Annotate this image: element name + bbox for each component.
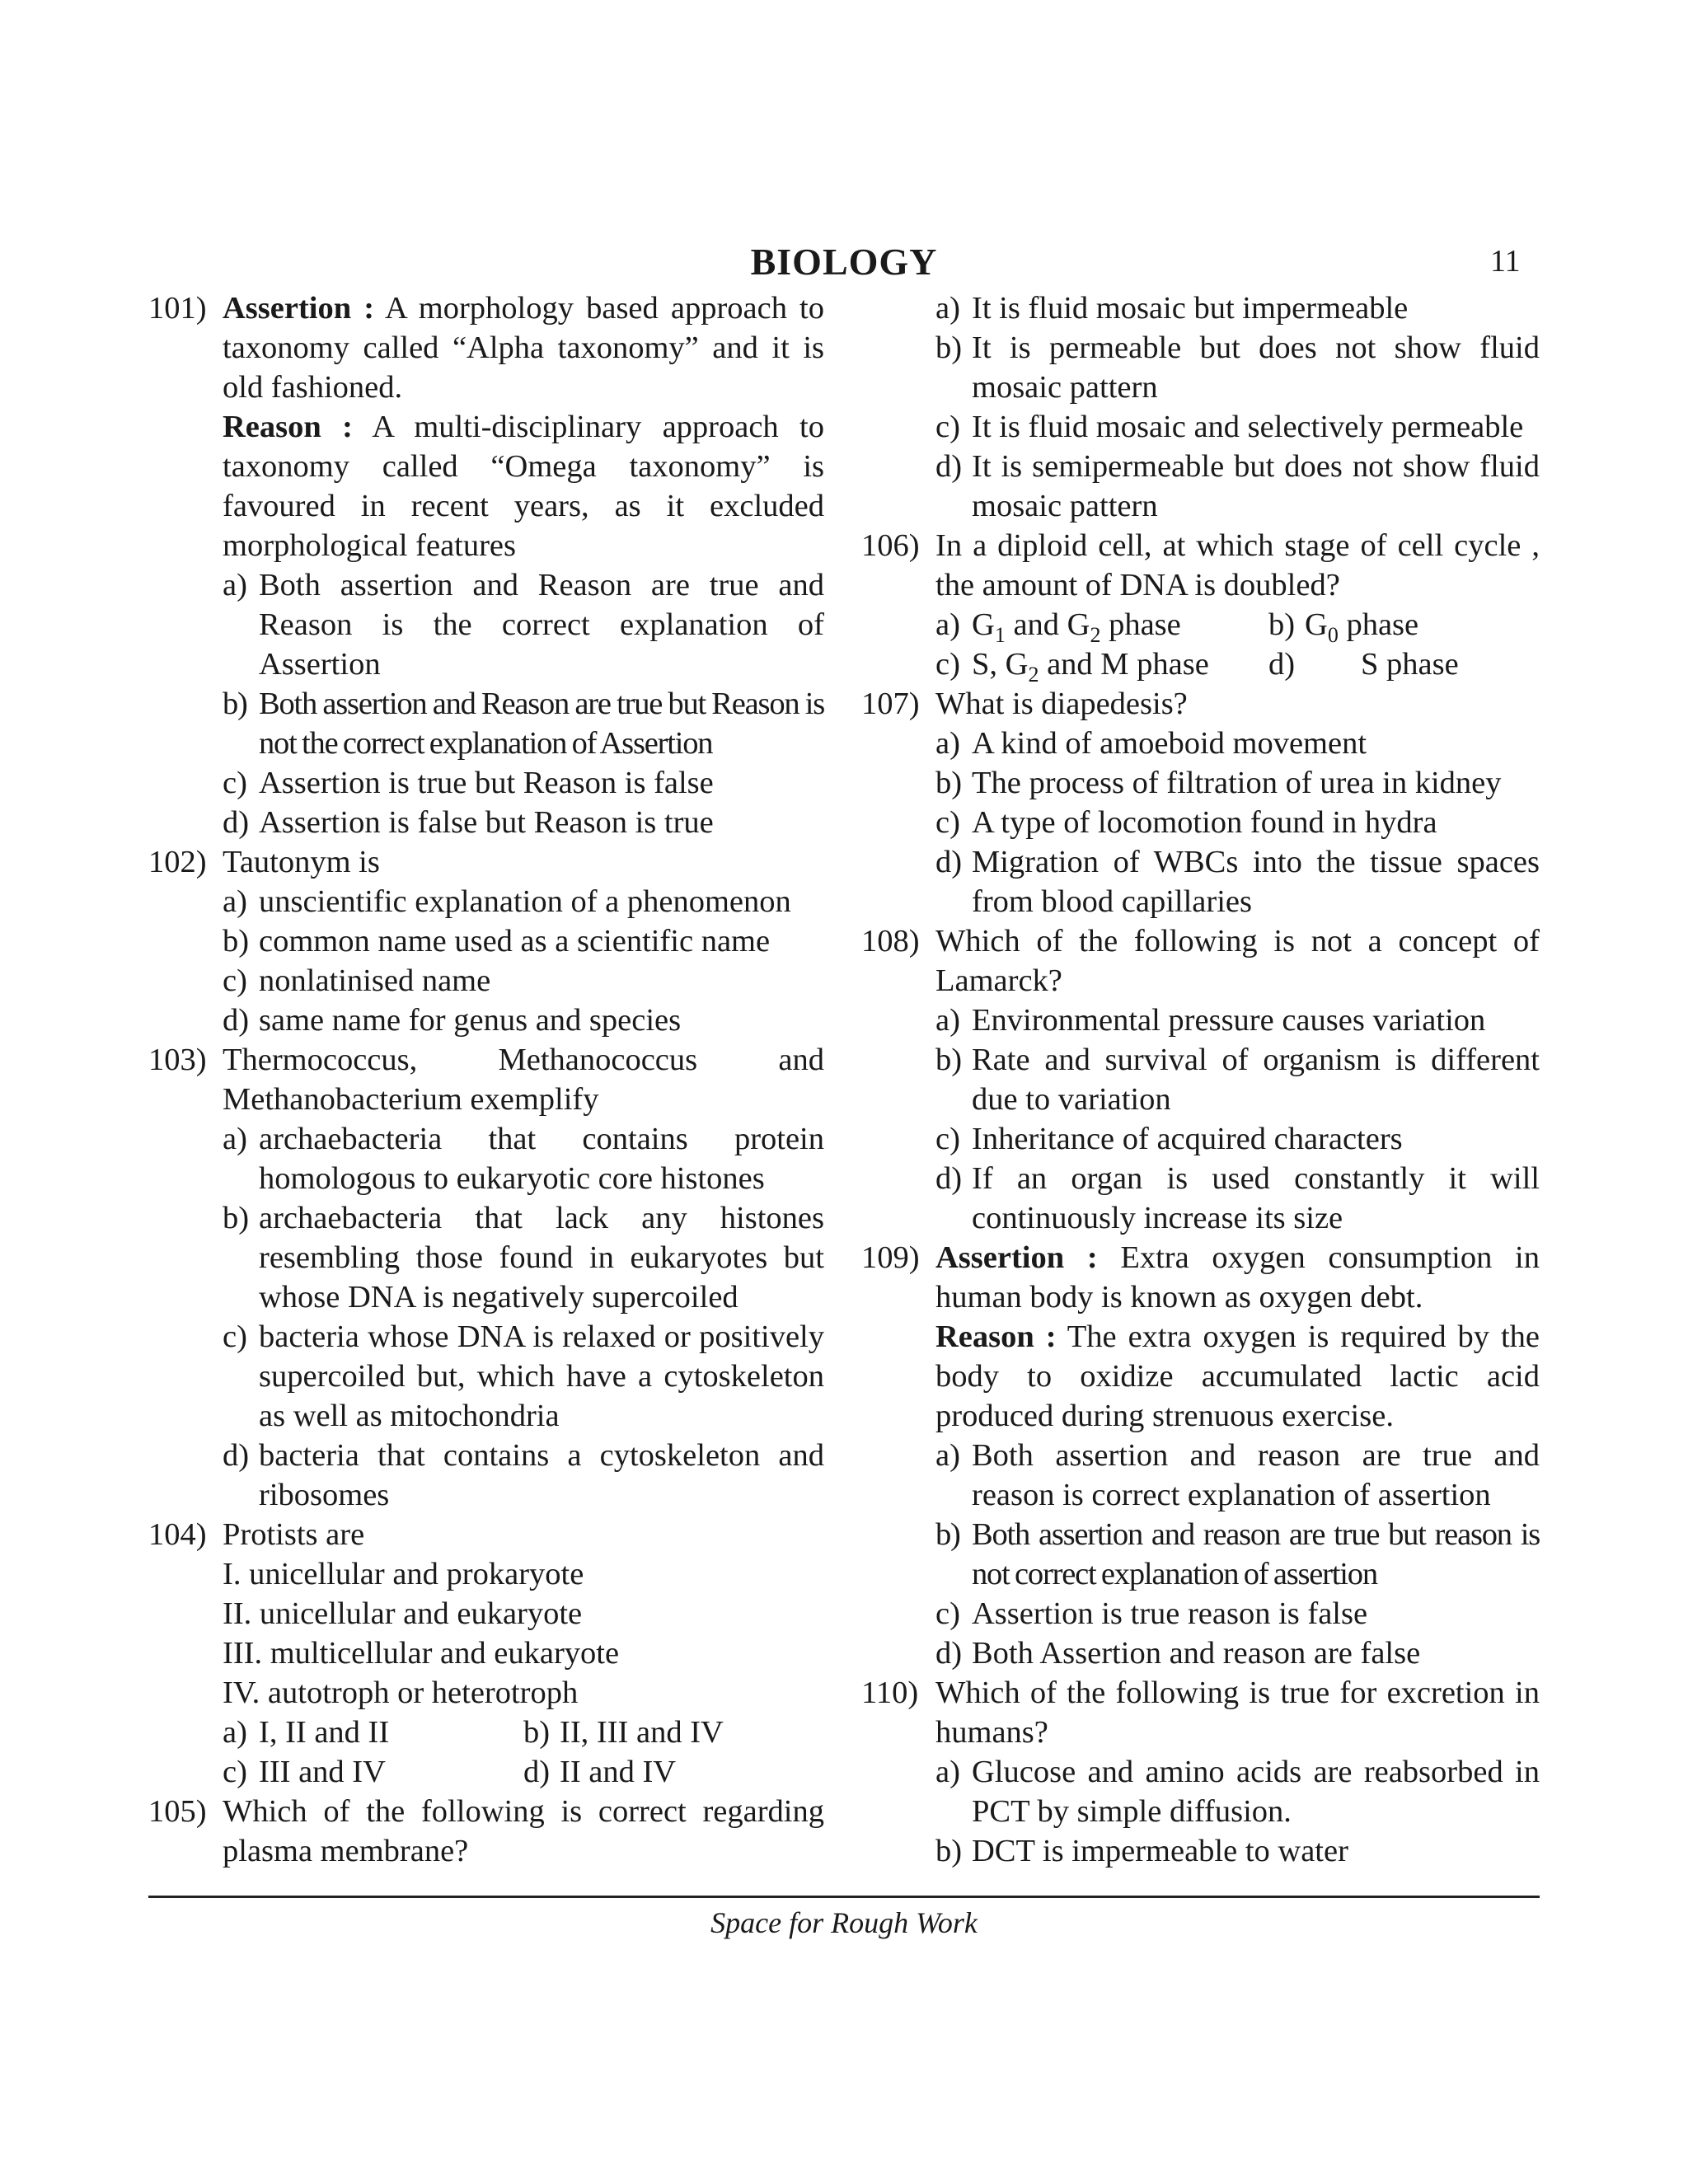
option-text: archaebacteria that lack any histones resembling those found in eukaryotes but whose DNA is negatively supercoiled [259, 1201, 824, 1315]
option-text: Environmental pressure causes variation [972, 1003, 1486, 1038]
option-text: S phase [1361, 647, 1459, 682]
option-d[interactable] [223, 1001, 824, 1040]
option-text: archaebacteria that contains protein homologous to eukaryotic core histones [259, 1122, 824, 1196]
option-a[interactable] [223, 565, 824, 684]
option-text: Both assertion and reason are true but reason is not correct explanation of assertion [972, 1517, 1540, 1591]
option-letter: b) [935, 1834, 963, 1868]
subscript: 2 [1028, 663, 1039, 687]
option-letter: a) [223, 1715, 247, 1750]
option-text: Both Assertion and reason are false [972, 1636, 1421, 1671]
statement-item: II. unicellular and eukaryote [223, 1596, 583, 1631]
question-text: Which of the following is not a concept of Lamarck? [935, 924, 1540, 998]
option-a[interactable] [935, 724, 1540, 763]
option-letter: c) [935, 410, 960, 444]
option-d[interactable] [935, 842, 1540, 921]
option-a[interactable] [223, 1119, 824, 1198]
reason-text: The extra oxygen is required by the body to oxidize accumulated lactic acid produced during strenuous exercise. [935, 1319, 1540, 1433]
option-c[interactable] [223, 1752, 523, 1792]
option-c[interactable] [935, 1119, 1540, 1159]
option-text: same name for genus and species [259, 1003, 682, 1038]
option-text: It is semipermeable but does not show fluid mosaic pattern [972, 449, 1540, 523]
option-text: S, G [972, 647, 1029, 682]
option-letter: d) [223, 805, 250, 840]
option-letter: d) [223, 1003, 250, 1038]
option-c[interactable] [935, 407, 1540, 447]
question-109 [861, 1238, 1540, 1673]
subscript: 2 [1090, 623, 1101, 647]
option-text: Both assertion and Reason are true but Reason is not the correct explanation of Assertion [259, 687, 824, 761]
reason-label: Reason : [935, 1319, 1057, 1354]
option-letter: b) [935, 1517, 960, 1552]
question-number: 102) [148, 845, 207, 879]
option-b[interactable] [935, 1040, 1540, 1119]
option-letter: d) [1268, 647, 1296, 682]
option-d[interactable] [223, 1436, 824, 1515]
question-110 [861, 1673, 1540, 1871]
assertion [935, 1238, 1540, 1317]
question-text: Which of the following is true for excretion in humans? [935, 1675, 1540, 1750]
option-letter: b) [223, 687, 247, 721]
option-d[interactable] [523, 1752, 824, 1792]
assertion-text: Extra oxygen consumption in human body is known as oxygen debt. [935, 1240, 1540, 1315]
option-letter: b) [223, 924, 250, 958]
option-letter: b) [935, 1043, 963, 1077]
options-row [935, 605, 1540, 647]
option-text: unscientific explanation of a phenomenon [259, 884, 791, 919]
reason [935, 1317, 1540, 1436]
option-a[interactable] [223, 1713, 523, 1752]
option-c[interactable] [223, 961, 824, 1001]
option-letter: b) [935, 330, 963, 365]
question-106 [861, 526, 1540, 687]
option-text: A kind of amoeboid movement [972, 726, 1367, 761]
option-letter: b) [223, 1201, 250, 1235]
option-c[interactable] [223, 763, 824, 803]
option-d[interactable] [223, 803, 824, 842]
option-letter: c) [935, 1122, 960, 1156]
option-letter: a) [935, 1755, 960, 1789]
options-row [935, 644, 1540, 687]
right-column [861, 288, 1540, 1871]
left-column [148, 288, 824, 1871]
option-letter: d) [935, 845, 963, 879]
option-text: Assertion is true but Reason is false [259, 766, 714, 800]
assertion-text: A morphology based approach to taxonomy called “Alpha taxonomy” and it is old fashioned. [223, 291, 824, 405]
option-d[interactable] [935, 447, 1540, 526]
rough-work-label: Space for Rough Work [710, 1906, 978, 1939]
option-b[interactable] [523, 1713, 824, 1752]
option-letter: a) [223, 568, 247, 602]
option-text: G [972, 607, 995, 642]
page-number: 11 [1490, 244, 1521, 279]
option-text: bacteria whose DNA is relaxed or positively supercoiled but, which have a cytoskeleton as well as mitochondria [259, 1319, 824, 1433]
reason-label: Reason : [223, 410, 353, 444]
option-d[interactable] [1268, 644, 1459, 684]
option-text: It is permeable but does not show fluid mosaic pattern [972, 330, 1540, 405]
options-row [223, 1713, 824, 1752]
assertion-label: Assertion : [935, 1240, 1098, 1275]
option-text: and M phase [1039, 647, 1209, 682]
subscript: 1 [994, 623, 1006, 647]
option-letter: d) [935, 1161, 963, 1196]
option-letter: c) [223, 963, 247, 998]
option-letter: a) [935, 1438, 960, 1473]
option-letter: a) [935, 726, 960, 761]
assertion-label: Assertion : [223, 291, 375, 326]
option-b[interactable] [935, 1515, 1540, 1594]
question-number: 105) [148, 1794, 207, 1829]
option-text: If an organ is used constantly it will continuously increase its size [972, 1161, 1540, 1235]
option-text: Migration of WBCs into the tissue spaces from blood capillaries [972, 845, 1540, 919]
option-letter: d) [935, 449, 963, 484]
option-a[interactable] [935, 1752, 1540, 1831]
option-b[interactable] [935, 763, 1540, 803]
question-text: Thermococcus, Methanococcus and Methanobacterium exemplify [223, 1043, 824, 1117]
question-text: In a diploid cell, at which stage of cell cycle , the amount of DNA is doubled? [935, 528, 1540, 602]
question-105 [148, 1792, 824, 1871]
option-letter: a) [223, 884, 247, 919]
question-number: 108) [861, 924, 920, 958]
option-text: and G [1005, 607, 1090, 642]
option-a[interactable] [935, 288, 1540, 328]
option-a[interactable] [935, 605, 1268, 647]
option-b[interactable] [223, 1198, 824, 1317]
option-text: phase [1100, 607, 1181, 642]
question-number: 107) [861, 687, 920, 721]
option-text: III and IV [259, 1755, 386, 1789]
option-letter: b) [523, 1715, 551, 1750]
option-d[interactable] [935, 1159, 1540, 1238]
question-text: Which of the following is correct regarding plasma membrane? [223, 1794, 824, 1868]
option-a[interactable] [935, 1436, 1540, 1515]
option-text: The process of filtration of urea in kidney [972, 766, 1502, 800]
option-letter: a) [935, 291, 960, 326]
option-text: common name used as a scientific name [259, 924, 771, 958]
question-number: 110) [861, 1675, 919, 1710]
option-letter: c) [223, 1319, 247, 1354]
option-b[interactable] [223, 684, 824, 763]
option-text: nonlatinised name [259, 963, 491, 998]
subject-title: BIOLOGY [750, 241, 938, 283]
option-letter: c) [935, 805, 960, 840]
question-108 [861, 921, 1540, 1238]
option-c[interactable] [935, 1594, 1540, 1633]
reason [223, 407, 824, 565]
option-text: Glucose and amino acids are reabsorbed in PCT by simple diffusion. [972, 1755, 1540, 1829]
option-letter: d) [223, 1438, 250, 1473]
question-103 [148, 1040, 824, 1515]
option-a[interactable] [935, 1001, 1540, 1040]
option-b[interactable] [935, 328, 1540, 407]
option-letter: d) [523, 1755, 551, 1789]
option-letter: c) [223, 1755, 247, 1789]
question-text: What is diapedesis? [935, 687, 1188, 721]
reason-text: A multi-disciplinary approach to taxonomy called “Omega taxonomy” is favoured in recent years, as it excluded morphological features [223, 410, 824, 563]
option-b[interactable] [935, 1831, 1540, 1871]
statement-item: IV. autotroph or heterotroph [223, 1675, 579, 1710]
statement-list [223, 1554, 824, 1713]
question-105-options [861, 288, 1540, 526]
question-number: 103) [148, 1043, 207, 1077]
option-text: Inheritance of acquired characters [972, 1122, 1403, 1156]
option-b[interactable] [1268, 605, 1419, 647]
option-text: II and IV [560, 1755, 677, 1789]
option-letter: a) [223, 1122, 247, 1156]
option-text: I, II and II [259, 1715, 390, 1750]
option-text: Assertion is true reason is false [972, 1596, 1368, 1631]
statement-item: III. multicellular and eukaryote [223, 1636, 620, 1671]
question-number: 104) [148, 1517, 207, 1552]
subscript: 0 [1327, 623, 1339, 647]
option-a[interactable] [223, 882, 824, 921]
question-number: 106) [861, 528, 920, 563]
option-text: phase [1338, 607, 1419, 642]
option-d[interactable] [935, 1633, 1540, 1673]
option-letter: a) [935, 1003, 960, 1038]
question-text: Tautonym is [223, 845, 380, 879]
question-number: 101) [148, 291, 207, 326]
option-text: bacteria that contains a cytoskeleton and ribosomes [259, 1438, 824, 1512]
option-text: Rate and survival of organism is different due to variation [972, 1043, 1540, 1117]
option-text: It is fluid mosaic and selectively permeable [972, 410, 1524, 444]
question-text: Protists are [223, 1517, 365, 1552]
option-text: It is fluid mosaic but impermeable [972, 291, 1409, 326]
option-letter: c) [935, 1596, 960, 1631]
assertion [223, 288, 824, 407]
option-c[interactable] [935, 644, 1268, 687]
option-text: DCT is impermeable to water [972, 1834, 1348, 1868]
option-letter: b) [935, 766, 963, 800]
option-letter: d) [935, 1636, 963, 1671]
option-c[interactable] [935, 803, 1540, 842]
question-number: 109) [861, 1240, 920, 1275]
option-letter: c) [223, 766, 247, 800]
question-102 [148, 842, 824, 1040]
option-text: Both assertion and reason are true and reason is correct explanation of assertion [972, 1438, 1540, 1512]
footer-divider [148, 1896, 1540, 1898]
option-text: Assertion is false but Reason is true [259, 805, 714, 840]
option-b[interactable] [223, 921, 824, 961]
option-letter: c) [935, 647, 960, 682]
option-text: II, III and IV [560, 1715, 724, 1750]
option-text: Both assertion and Reason are true and Reason is the correct explanation of Assertion [259, 568, 824, 682]
question-101 [148, 288, 824, 842]
question-104 [148, 1515, 824, 1792]
question-107 [861, 684, 1540, 921]
option-letter: b) [1268, 607, 1296, 642]
option-text: G [1305, 607, 1328, 642]
option-c[interactable] [223, 1317, 824, 1436]
options-row [223, 1752, 824, 1792]
statement-item: I. unicellular and prokaryote [223, 1557, 584, 1591]
option-text: A type of locomotion found in hydra [972, 805, 1437, 840]
option-letter: a) [935, 607, 960, 642]
